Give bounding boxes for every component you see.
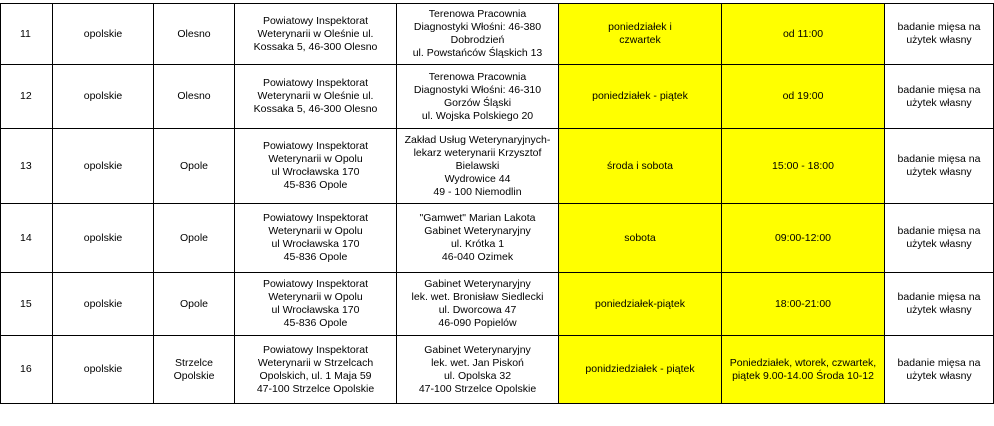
cell-purpose-line: badanie mięsa na [897, 291, 981, 303]
cell-inspectorate-line: ul Wrocławska 170 [271, 166, 360, 178]
cell-inspectorate-line: ul Wrocławska 170 [271, 238, 360, 250]
cell-inspectorate-line: Powiatowy Inspektorat [262, 278, 369, 290]
cell-inspectorate [235, 129, 397, 204]
table-row [1, 204, 994, 273]
cell-inspectorate-line: ul Wrocławska 170 [271, 304, 360, 316]
cell-facility-line: lek. wet. Bronisław Siedlecki [411, 291, 544, 303]
cell-inspectorate-line: Weterynarii w Strzelcach [257, 356, 374, 369]
cell-purpose-line: użytek własny [906, 369, 972, 382]
cell-facility-line: Gabinet Weterynaryjny [424, 278, 531, 290]
cell-hours-line: od 19:00 [782, 90, 824, 102]
cell-county-line: Olesno [177, 90, 211, 102]
cell-inspectorate-line: Kossaka 5, 46-300 Olesno [253, 103, 378, 115]
cell-days-line: środa i sobota [607, 159, 673, 172]
cell-inspectorate-line: Powiatowy Inspektorat [262, 140, 369, 152]
cell-inspectorate [235, 336, 397, 404]
cell-days-line: poniedziałek - piątek [592, 90, 688, 102]
cell-purpose [885, 4, 994, 65]
cell-number: 12 [1, 65, 53, 129]
cell-county [154, 204, 235, 273]
cell-inspectorate-line: Powiatowy Inspektorat [262, 77, 369, 89]
cell-county [154, 65, 235, 129]
cell-inspectorate-line: 47-100 Strzelce Opolskie [256, 382, 375, 395]
cell-county-line: Opole [179, 231, 209, 244]
cell-purpose [885, 336, 994, 404]
cell-facility-line: Wydrowice 44 [444, 172, 511, 185]
cell-county-line: Opole [179, 297, 209, 310]
cell-purpose-line: użytek własny [906, 304, 972, 316]
table-row [1, 4, 994, 65]
cell-facility-line: 46-040 Ozimek [441, 251, 514, 263]
cell-voivodeship: opolskie [53, 65, 154, 129]
cell-purpose-line: użytek własny [906, 238, 972, 250]
cell-facility-line: ul. Dworcowa 47 [438, 304, 517, 316]
cell-inspectorate-line: Weterynarii w Opolu [268, 225, 363, 237]
cell-inspectorate-line: 45-836 Opole [283, 317, 348, 329]
cell-county [154, 129, 235, 204]
cell-facility [397, 65, 559, 129]
table-row [1, 273, 994, 336]
cell-facility [397, 4, 559, 65]
cell-number: 11 [1, 4, 53, 65]
cell-hours [722, 273, 885, 336]
cell-purpose [885, 65, 994, 129]
cell-purpose [885, 204, 994, 273]
cell-facility-line: Gabinet Weterynaryjny [424, 225, 531, 237]
cell-purpose-line: użytek własny [906, 166, 972, 178]
cell-purpose-line: badanie mięsa na [897, 356, 981, 369]
cell-hours-line: 15:00 - 18:00 [772, 159, 834, 172]
cell-facility-line: Terenowa Pracownia [428, 70, 527, 83]
cell-facility-line: Gabinet Weterynaryjny [424, 343, 531, 356]
cell-days [559, 336, 722, 404]
cell-facility-line: 49 - 100 Niemodlin [433, 185, 522, 198]
cell-facility-line: lekarz weterynarii Krzysztof [413, 146, 542, 159]
cell-facility-line: 47-100 Strzelce Opolskie [418, 382, 537, 395]
table-row [1, 65, 994, 129]
cell-number: 16 [1, 336, 53, 404]
cell-county [154, 273, 235, 336]
cell-hours [722, 65, 885, 129]
cell-facility [397, 129, 559, 204]
cell-purpose-line: użytek własny [906, 96, 972, 109]
cell-inspectorate-line: Weterynarii w Opolu [268, 291, 363, 303]
cell-county-line: Opole [179, 159, 209, 172]
cell-inspectorate-line: Powiatowy Inspektorat [262, 212, 369, 224]
cell-county [154, 4, 235, 65]
cell-facility-line: ul. Krótka 1 [450, 238, 505, 250]
cell-inspectorate-line: Weterynarii w Oleśnie ul. [257, 90, 374, 102]
cell-hours [722, 4, 885, 65]
cell-inspectorate-line: Weterynarii w Oleśnie ul. [257, 27, 374, 40]
table-row [1, 129, 994, 204]
cell-inspectorate-line: Kossaka 5, 46-300 Olesno [253, 40, 378, 53]
cell-inspectorate [235, 204, 397, 273]
cell-facility-line: Gorzów Śląski [443, 96, 512, 109]
cell-facility-line: lek. wet. Jan Piskoń [431, 356, 524, 369]
cell-facility-line: Terenowa Pracownia [428, 8, 527, 20]
cell-days-line: ponidziedziałek - piątek [585, 363, 695, 375]
cell-purpose-line: badanie mięsa na [897, 83, 981, 96]
cell-county-line: Opolskie [173, 369, 215, 382]
cell-hours [722, 204, 885, 273]
cell-voivodeship: opolskie [53, 273, 154, 336]
cell-inspectorate-line: 45-836 Opole [283, 251, 348, 263]
cell-facility-line: ul. Opolska 32 [443, 369, 512, 382]
cell-days-line: poniedziałek i [608, 21, 672, 33]
cell-facility-line: Zakład Usług Weterynaryjnych- [404, 133, 551, 146]
cell-facility-line: "Gamwet" Marian Lakota [419, 212, 536, 224]
cell-purpose-line: badanie mięsa na [897, 225, 981, 237]
cell-purpose-line: użytek własny [906, 34, 972, 46]
cell-days-line: sobota [624, 231, 656, 244]
cell-facility [397, 204, 559, 273]
veterinary-schedule-table [0, 3, 994, 404]
cell-days [559, 273, 722, 336]
cell-hours [722, 129, 885, 204]
cell-voivodeship: opolskie [53, 129, 154, 204]
cell-county [154, 336, 235, 404]
cell-days-line: czwartek [619, 34, 661, 46]
cell-inspectorate-line: Opolskich, ul. 1 Maja 59 [259, 369, 372, 382]
cell-number: 13 [1, 129, 53, 204]
table-row [1, 336, 994, 404]
table-body [1, 4, 994, 404]
cell-hours [722, 336, 885, 404]
cell-days-line: poniedziałek-piątek [595, 297, 685, 310]
cell-purpose [885, 273, 994, 336]
cell-hours-line: 18:00-21:00 [774, 297, 832, 310]
cell-inspectorate-line: Powiatowy Inspektorat [262, 343, 369, 356]
cell-county-line: Olesno [177, 27, 211, 40]
cell-facility-line: Dobrodzień [450, 34, 505, 46]
cell-facility-line: ul. Wojska Polskiego 20 [421, 109, 534, 122]
cell-facility-line: ul. Powstańców Śląskich 13 [412, 47, 543, 59]
cell-hours-line: 09:00-12:00 [774, 231, 832, 244]
cell-inspectorate-line: Weterynarii w Opolu [268, 153, 363, 165]
cell-inspectorate [235, 273, 397, 336]
cell-number: 15 [1, 273, 53, 336]
cell-days [559, 4, 722, 65]
cell-days [559, 204, 722, 273]
cell-inspectorate [235, 4, 397, 65]
cell-facility-line: Bielawski [455, 159, 500, 172]
cell-facility [397, 273, 559, 336]
cell-facility-line: Diagnostyki Włośni: 46-310 [413, 83, 542, 96]
cell-hours-line: piątek 9.00-14.00 Środa 10-12 [732, 369, 874, 382]
cell-facility-line: 46-090 Popielów [438, 317, 517, 329]
cell-inspectorate [235, 65, 397, 129]
cell-voivodeship: opolskie [53, 4, 154, 65]
cell-facility-line: Diagnostyki Włośni: 46-380 [413, 21, 542, 33]
cell-voivodeship: opolskie [53, 336, 154, 404]
cell-inspectorate-line: 45-836 Opole [283, 179, 348, 191]
cell-days [559, 65, 722, 129]
cell-facility [397, 336, 559, 404]
cell-number: 14 [1, 204, 53, 273]
cell-purpose-line: badanie mięsa na [897, 153, 981, 165]
cell-hours-line: Poniedziałek, wtorek, czwartek, [729, 356, 877, 369]
cell-purpose-line: badanie mięsa na [897, 21, 981, 33]
cell-days [559, 129, 722, 204]
cell-inspectorate-line: Powiatowy Inspektorat [262, 14, 369, 27]
cell-hours-line: od 11:00 [782, 27, 824, 40]
cell-county-line: Strzelce [175, 356, 213, 369]
cell-voivodeship: opolskie [53, 204, 154, 273]
cell-purpose [885, 129, 994, 204]
